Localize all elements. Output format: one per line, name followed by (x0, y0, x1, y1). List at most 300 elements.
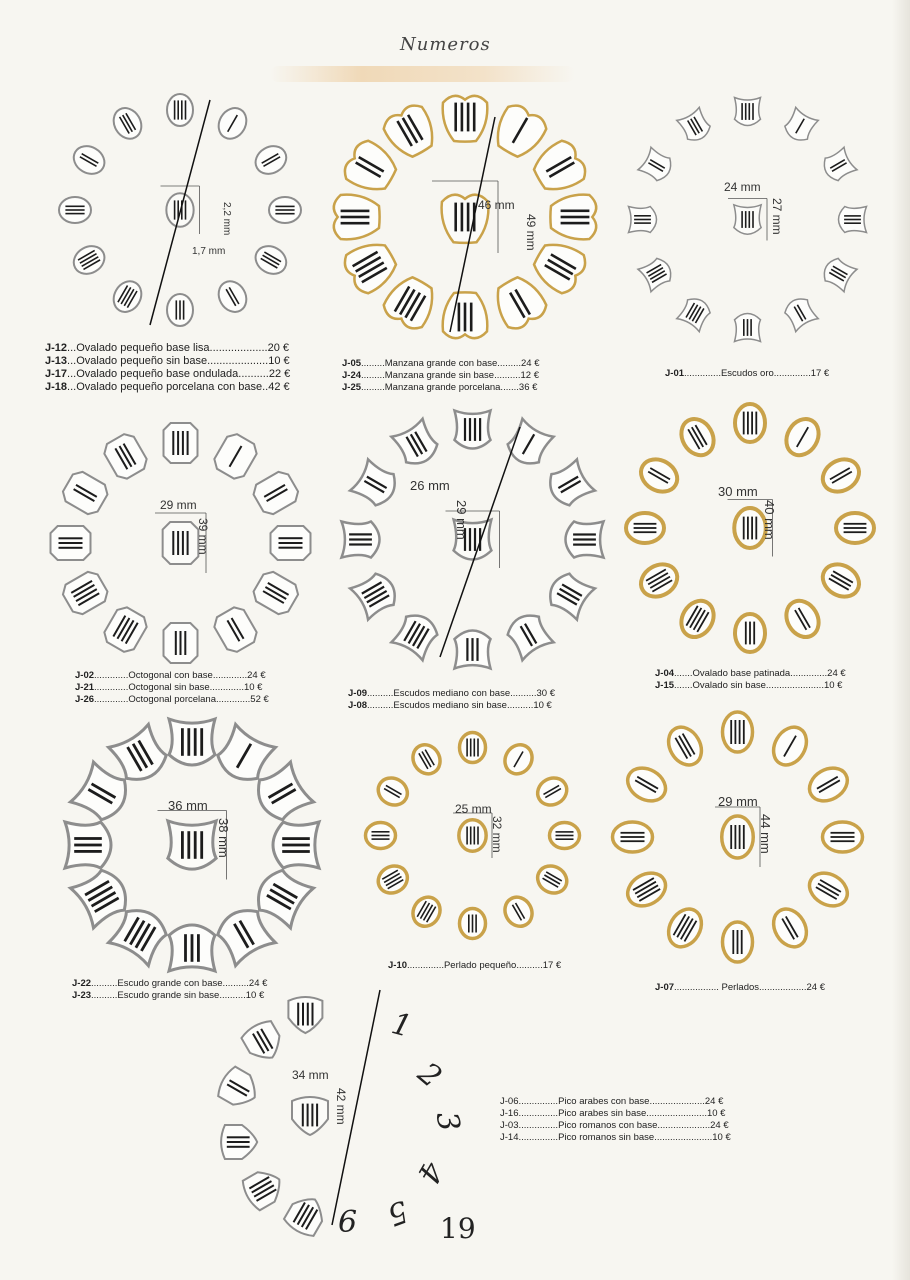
plate-outline (169, 719, 215, 765)
numeral-plate (723, 922, 753, 962)
plate-outline (373, 861, 412, 899)
plate-outline (734, 205, 761, 234)
numeral-stroke (741, 930, 743, 954)
numeral-stroke (194, 831, 197, 859)
numeral-stroke (743, 319, 745, 336)
numeral-stroke (475, 915, 477, 933)
plate-outline (59, 468, 111, 517)
caption-group-9 (655, 982, 825, 994)
numeral-plate (169, 719, 215, 765)
numeral-stroke (471, 638, 473, 661)
dimension-height: 2,2 mm (221, 202, 232, 236)
caption-group-5 (348, 688, 555, 712)
dimension-width: 36 mm (168, 798, 208, 813)
numeral-stroke (470, 827, 472, 845)
numeral-stroke (65, 206, 84, 208)
caption-row: J-10..............Perlado pequeño..........17 € (388, 960, 562, 971)
numeral-stroke (65, 213, 84, 215)
dial-ring-2 (320, 82, 610, 352)
plate-outline (544, 459, 595, 509)
plate-outline (282, 1191, 329, 1239)
caption-row: J-26.............Octogonal porcelana.............52 € (75, 694, 269, 705)
numeral-stroke (275, 213, 294, 215)
numeral-stroke (187, 728, 190, 756)
numeral-stroke (74, 844, 102, 847)
plate-outline (460, 733, 486, 763)
numeral-stroke (461, 203, 464, 232)
numeral-stroke (561, 222, 590, 225)
numeral-stroke (470, 303, 473, 332)
numeral-plate (550, 195, 596, 240)
numeral-stroke (74, 850, 102, 853)
numeral-stroke (743, 720, 745, 744)
caption-row: J-01..............Escudos oro..............17 € (665, 368, 830, 379)
numeral-stroke (183, 300, 185, 319)
numeral-plate (373, 861, 412, 899)
numeral-stroke (634, 531, 657, 533)
numeral-stroke (474, 418, 476, 441)
numeral-stroke (177, 531, 179, 555)
plate-outline (735, 98, 761, 126)
plate-outline (69, 241, 110, 280)
numeral-plate (340, 235, 402, 297)
numeral-plate (282, 1191, 329, 1239)
numeral-stroke (174, 100, 176, 119)
numeral-plate (250, 468, 302, 517)
numeral-stroke (831, 840, 855, 842)
numeral-stroke (844, 222, 861, 224)
numeral-stroke (749, 211, 751, 228)
numeral-stroke (464, 303, 467, 332)
numeral-stroke (753, 622, 755, 645)
numeral-stroke (227, 1141, 250, 1143)
numeral-stroke (749, 622, 751, 645)
numeral-plate (629, 207, 657, 233)
plate-outline (638, 255, 675, 292)
numeral-plate (735, 614, 765, 652)
numeral-stroke (737, 930, 739, 954)
dial-ring-9 (605, 708, 870, 966)
numeral-stroke (341, 210, 370, 213)
numeral-plate (167, 294, 193, 326)
numeral-plate (213, 276, 252, 317)
plate-outline (459, 820, 486, 852)
page-number: 19 (440, 1212, 476, 1245)
numeral-plate (635, 558, 683, 603)
numeral-stroke (634, 527, 657, 529)
sample-plate (292, 1097, 328, 1135)
sample-plate (163, 522, 199, 564)
numeral-stroke (466, 739, 468, 757)
numeral-stroke (341, 216, 370, 219)
caption-group-10 (500, 1096, 731, 1144)
numeral-stroke (65, 209, 84, 211)
numeral-plate (366, 823, 396, 849)
numeral-plate (780, 595, 825, 643)
plate-outline (408, 892, 446, 931)
numeral-plate (550, 823, 580, 849)
plate-outline (164, 423, 198, 463)
numeral-plate (782, 294, 819, 331)
caption-row: J-03...............Pico romanos con base....................24 € (500, 1120, 729, 1131)
dial-perlados (605, 708, 870, 966)
numeral-stroke (573, 538, 596, 540)
numeral-stroke (187, 431, 189, 455)
dimension-height: 27 mm (770, 198, 784, 235)
arabic-numeral-5: 5 (382, 1192, 413, 1233)
numeral-plate (391, 609, 441, 660)
numeral-stroke (556, 838, 574, 840)
caption-row: J-24.........Manzana grande sin base..........12 € (342, 370, 539, 381)
numeral-plate (221, 1125, 257, 1159)
dimension-height: 42 mm (334, 1088, 348, 1125)
numeral-plate (251, 241, 292, 280)
numeral-stroke (349, 538, 372, 540)
numeral-stroke (466, 638, 468, 661)
dimension-height: 40 mm (762, 500, 777, 540)
numeral-plate (839, 207, 867, 233)
numeral-stroke (621, 832, 645, 834)
numeral-stroke (461, 103, 464, 132)
sample-plate (722, 816, 754, 858)
numeral-stroke (739, 720, 741, 744)
numeral-stroke (59, 547, 83, 549)
plate-outline (782, 294, 819, 331)
plate-outline (288, 997, 322, 1033)
numeral-stroke (74, 837, 102, 840)
caption-row: J-16...............Pico arabes sin base.......................10 € (500, 1108, 726, 1119)
numeral-plate (817, 453, 865, 498)
arabic-numeral-1: 1 (387, 1006, 416, 1045)
numeral-plate (767, 903, 813, 953)
plate-outline (804, 762, 854, 808)
numeral-stroke (751, 517, 753, 540)
numeral-stroke (458, 303, 461, 332)
numeral-plate (373, 773, 412, 811)
numeral-plate (65, 822, 111, 868)
plate-outline (662, 903, 708, 953)
plate-outline (722, 816, 754, 858)
numeral-stroke (181, 831, 184, 859)
numeral-stroke (175, 631, 177, 655)
numeral-stroke (474, 739, 476, 757)
caption-row: J-25.........Manzana grande porcelana.......36 € (342, 382, 538, 393)
numeral-plate (820, 255, 857, 292)
numeral-stroke (573, 544, 596, 546)
numeral-plate (677, 107, 714, 144)
numeral-plate (69, 241, 110, 280)
caption-group-6 (655, 668, 846, 692)
dial-ring-3 (615, 82, 880, 357)
numeral-stroke (200, 728, 203, 756)
caption-row: J-04.......Ovalado base patinada..............24 € (655, 668, 846, 679)
caption-row: J-05.........Manzana grande con base.........24 € (342, 358, 540, 369)
numeral-stroke (185, 200, 187, 219)
caption-row: J-23..........Escudo grande sin base..........10 € (72, 990, 265, 1001)
numeral-plate (723, 712, 753, 752)
numeral-stroke (469, 528, 471, 551)
numeral-stroke (844, 527, 867, 529)
numeral-plate (460, 733, 486, 763)
numeral-stroke (197, 934, 200, 962)
plate-outline (163, 522, 199, 564)
numeral-stroke (743, 412, 745, 435)
sample-plate (734, 205, 761, 234)
caption-row: J-17...Ovalado pequeño base ondulada..........22 € (45, 368, 291, 380)
numeral-stroke (282, 837, 310, 840)
numeral-stroke (282, 844, 310, 847)
numeral-stroke (176, 300, 178, 319)
numeral-stroke (275, 209, 294, 211)
plate-outline (635, 558, 683, 603)
plate-outline (533, 773, 572, 811)
numeral-stroke (227, 1146, 250, 1148)
numeral-plate (823, 822, 863, 852)
numeral-plate (108, 276, 147, 317)
dimension-width: 34 mm (292, 1068, 329, 1082)
numeral-plate (334, 195, 380, 240)
numeral-stroke (474, 827, 476, 845)
numeral-stroke (470, 739, 472, 757)
numeral-plate (677, 294, 714, 331)
numeral-stroke (735, 720, 737, 744)
numeral-stroke (302, 1104, 304, 1127)
numeral-stroke (752, 211, 754, 228)
numeral-stroke (341, 222, 370, 225)
numeral-plate (211, 604, 260, 656)
numeral-plate (350, 569, 401, 619)
numeral-stroke (182, 531, 184, 555)
numeral-plate (675, 413, 720, 461)
dial-ovalado-patinada (620, 398, 880, 658)
numeral-plate (101, 431, 150, 483)
numeral-plate (340, 137, 402, 199)
dial-escudos-oro (615, 82, 880, 357)
numeral-plate (662, 721, 708, 771)
dial-ring-1 (40, 80, 320, 340)
numeral-stroke (735, 825, 737, 849)
plate-outline (292, 1097, 328, 1135)
page-edge (892, 0, 910, 1280)
plate-outline (167, 94, 193, 126)
plate-outline (380, 271, 442, 333)
numeral-plate (380, 271, 442, 333)
dial-ring-4 (48, 418, 313, 668)
numeral-plate (503, 609, 553, 660)
numeral-plate (638, 255, 675, 292)
plate-outline (101, 604, 150, 656)
numeral-stroke (747, 319, 749, 336)
numeral-stroke (556, 835, 574, 837)
plate-outline (168, 821, 216, 869)
numeral-stroke (743, 517, 745, 540)
plate-outline (622, 762, 672, 808)
numeral-stroke (467, 103, 470, 132)
dial-escudos-mediano (335, 402, 610, 677)
plate-outline (635, 453, 683, 498)
numeral-stroke (311, 1104, 313, 1127)
numeral-plate (350, 459, 401, 509)
numeral-stroke (831, 836, 855, 838)
numeral-plate (164, 623, 198, 663)
dial-escudo-grande (62, 716, 322, 974)
numeral-stroke (307, 1003, 309, 1026)
caption-row: J-02.............Octogonal con base.............24 € (75, 670, 266, 681)
numeral-stroke (177, 431, 179, 455)
numeral-stroke (59, 542, 83, 544)
dimension-height: 38 mm (216, 818, 231, 858)
numeral-stroke (187, 531, 189, 555)
numeral-stroke (844, 215, 861, 217)
plate-outline (817, 453, 865, 498)
numeral-plate (443, 96, 488, 142)
sample-plate (168, 821, 216, 869)
numeral-plate (408, 740, 446, 779)
numeral-stroke (561, 210, 590, 213)
caption-row: J-13...Ovalado pequeño sin base....................10 € (45, 355, 290, 367)
numeral-stroke (561, 216, 590, 219)
dimension-width: 24 mm (724, 180, 761, 194)
arabic-numeral-4: 4 (409, 1155, 450, 1190)
numeral-stroke (469, 418, 471, 441)
numeral-plate (544, 459, 595, 509)
numeral-plate (544, 569, 595, 619)
numeral-stroke (468, 915, 470, 933)
caption-group-4 (75, 670, 269, 706)
numeral-plate (164, 423, 198, 463)
plate-outline (443, 96, 488, 142)
dial-ring-7 (62, 716, 322, 974)
plate-outline (239, 1165, 287, 1212)
plate-outline (455, 411, 491, 449)
plate-outline (528, 137, 590, 199)
caption-row: J-14...............Pico romanos sin base......................10 € (500, 1132, 731, 1143)
numeral-plate (635, 453, 683, 498)
numeral-stroke (174, 200, 176, 219)
numeral-plate (533, 773, 572, 811)
dimension-width: 29 mm (160, 498, 197, 512)
plate-outline (211, 604, 260, 656)
plate-outline (350, 569, 401, 619)
dimension-height: 29 mm (454, 500, 469, 540)
plate-outline (622, 867, 672, 913)
numeral-stroke (749, 103, 751, 120)
numeral-stroke (751, 412, 753, 435)
dial-ovalado-pequeno (40, 80, 320, 340)
numeral-stroke (745, 103, 747, 120)
numeral-stroke (634, 523, 657, 525)
numeral-plate (622, 867, 672, 913)
dimension-width: 25 mm (455, 802, 492, 816)
numeral-plate (108, 103, 147, 144)
numeral-stroke (743, 825, 745, 849)
numeral-plate (251, 141, 292, 180)
numeral-stroke (831, 832, 855, 834)
dimension-width: 1,7 mm (192, 246, 226, 257)
numeral-stroke (312, 1003, 314, 1026)
numeral-stroke (621, 836, 645, 838)
dial-octogonal (48, 418, 313, 668)
caption-row: J-18...Ovalado pequeño porcelana con base..42 € (45, 381, 290, 393)
numeral-plate (59, 468, 111, 517)
numeral-stroke (844, 219, 861, 221)
numeral-stroke (474, 528, 476, 551)
numeral-stroke (556, 831, 574, 833)
caption-row: J-08..........Escudos mediano sin base..........10 € (348, 700, 552, 711)
plate-outline (250, 468, 302, 517)
plate-outline (638, 147, 675, 184)
arabic-numeral-6: 6 (338, 1205, 358, 1240)
numeral-stroke (454, 203, 457, 232)
numeral-plate (767, 721, 813, 771)
numeral-stroke (372, 835, 390, 837)
numeral-plate (460, 909, 486, 939)
plate-outline (373, 773, 412, 811)
numeral-stroke (573, 533, 596, 535)
numeral-plate (455, 411, 491, 449)
numeral-plate (500, 892, 538, 931)
numeral-stroke (184, 631, 186, 655)
numeral-plate (51, 526, 91, 560)
numeral-stroke (279, 547, 303, 549)
numeral-stroke (477, 827, 479, 845)
numeral-stroke (349, 533, 372, 535)
numeral-plate (59, 568, 111, 617)
numeral-plate (250, 568, 302, 617)
caption-row: J-15.......Ovalado sin base......................10 € (655, 680, 843, 691)
caption-group-2 (342, 358, 540, 394)
plate-outline (780, 595, 825, 643)
numeral-stroke (275, 206, 294, 208)
numeral-stroke (181, 100, 183, 119)
numeral-plate (488, 101, 550, 163)
numeral-plate (804, 762, 854, 808)
numeral-plate (613, 822, 653, 852)
dimension-width: 29 mm (718, 794, 758, 809)
numeral-plate (533, 861, 572, 899)
dimension-height: 39 mm (196, 518, 210, 555)
sample-plate (459, 820, 486, 852)
page-title: Numeros (400, 34, 491, 55)
plate-outline (59, 568, 111, 617)
numeral-stroke (349, 543, 372, 545)
numeral-stroke (747, 517, 749, 540)
plate-outline (391, 609, 441, 660)
numeral-stroke (473, 103, 476, 132)
numeral-plate (622, 762, 672, 808)
plate-outline (820, 147, 857, 184)
dial-ring-8 (360, 728, 585, 943)
numeral-plate (215, 1065, 263, 1112)
plate-outline (723, 712, 753, 752)
dial-ring-6 (620, 398, 880, 658)
numeral-stroke (730, 825, 732, 849)
numeral-stroke (476, 638, 478, 661)
numeral-stroke (302, 1003, 304, 1026)
dimension-height: 49 mm (524, 214, 538, 251)
divider-line (150, 100, 210, 325)
numeral-plate (101, 604, 150, 656)
numeral-stroke (621, 840, 645, 842)
numeral-plate (239, 1165, 287, 1212)
dial-perlado-pequeno (360, 728, 585, 943)
numeral-stroke (739, 825, 741, 849)
numeral-stroke (200, 831, 203, 859)
plate-outline (251, 141, 292, 180)
numeral-stroke (184, 934, 187, 962)
numeral-plate (804, 867, 854, 913)
numeral-plate (638, 147, 675, 184)
